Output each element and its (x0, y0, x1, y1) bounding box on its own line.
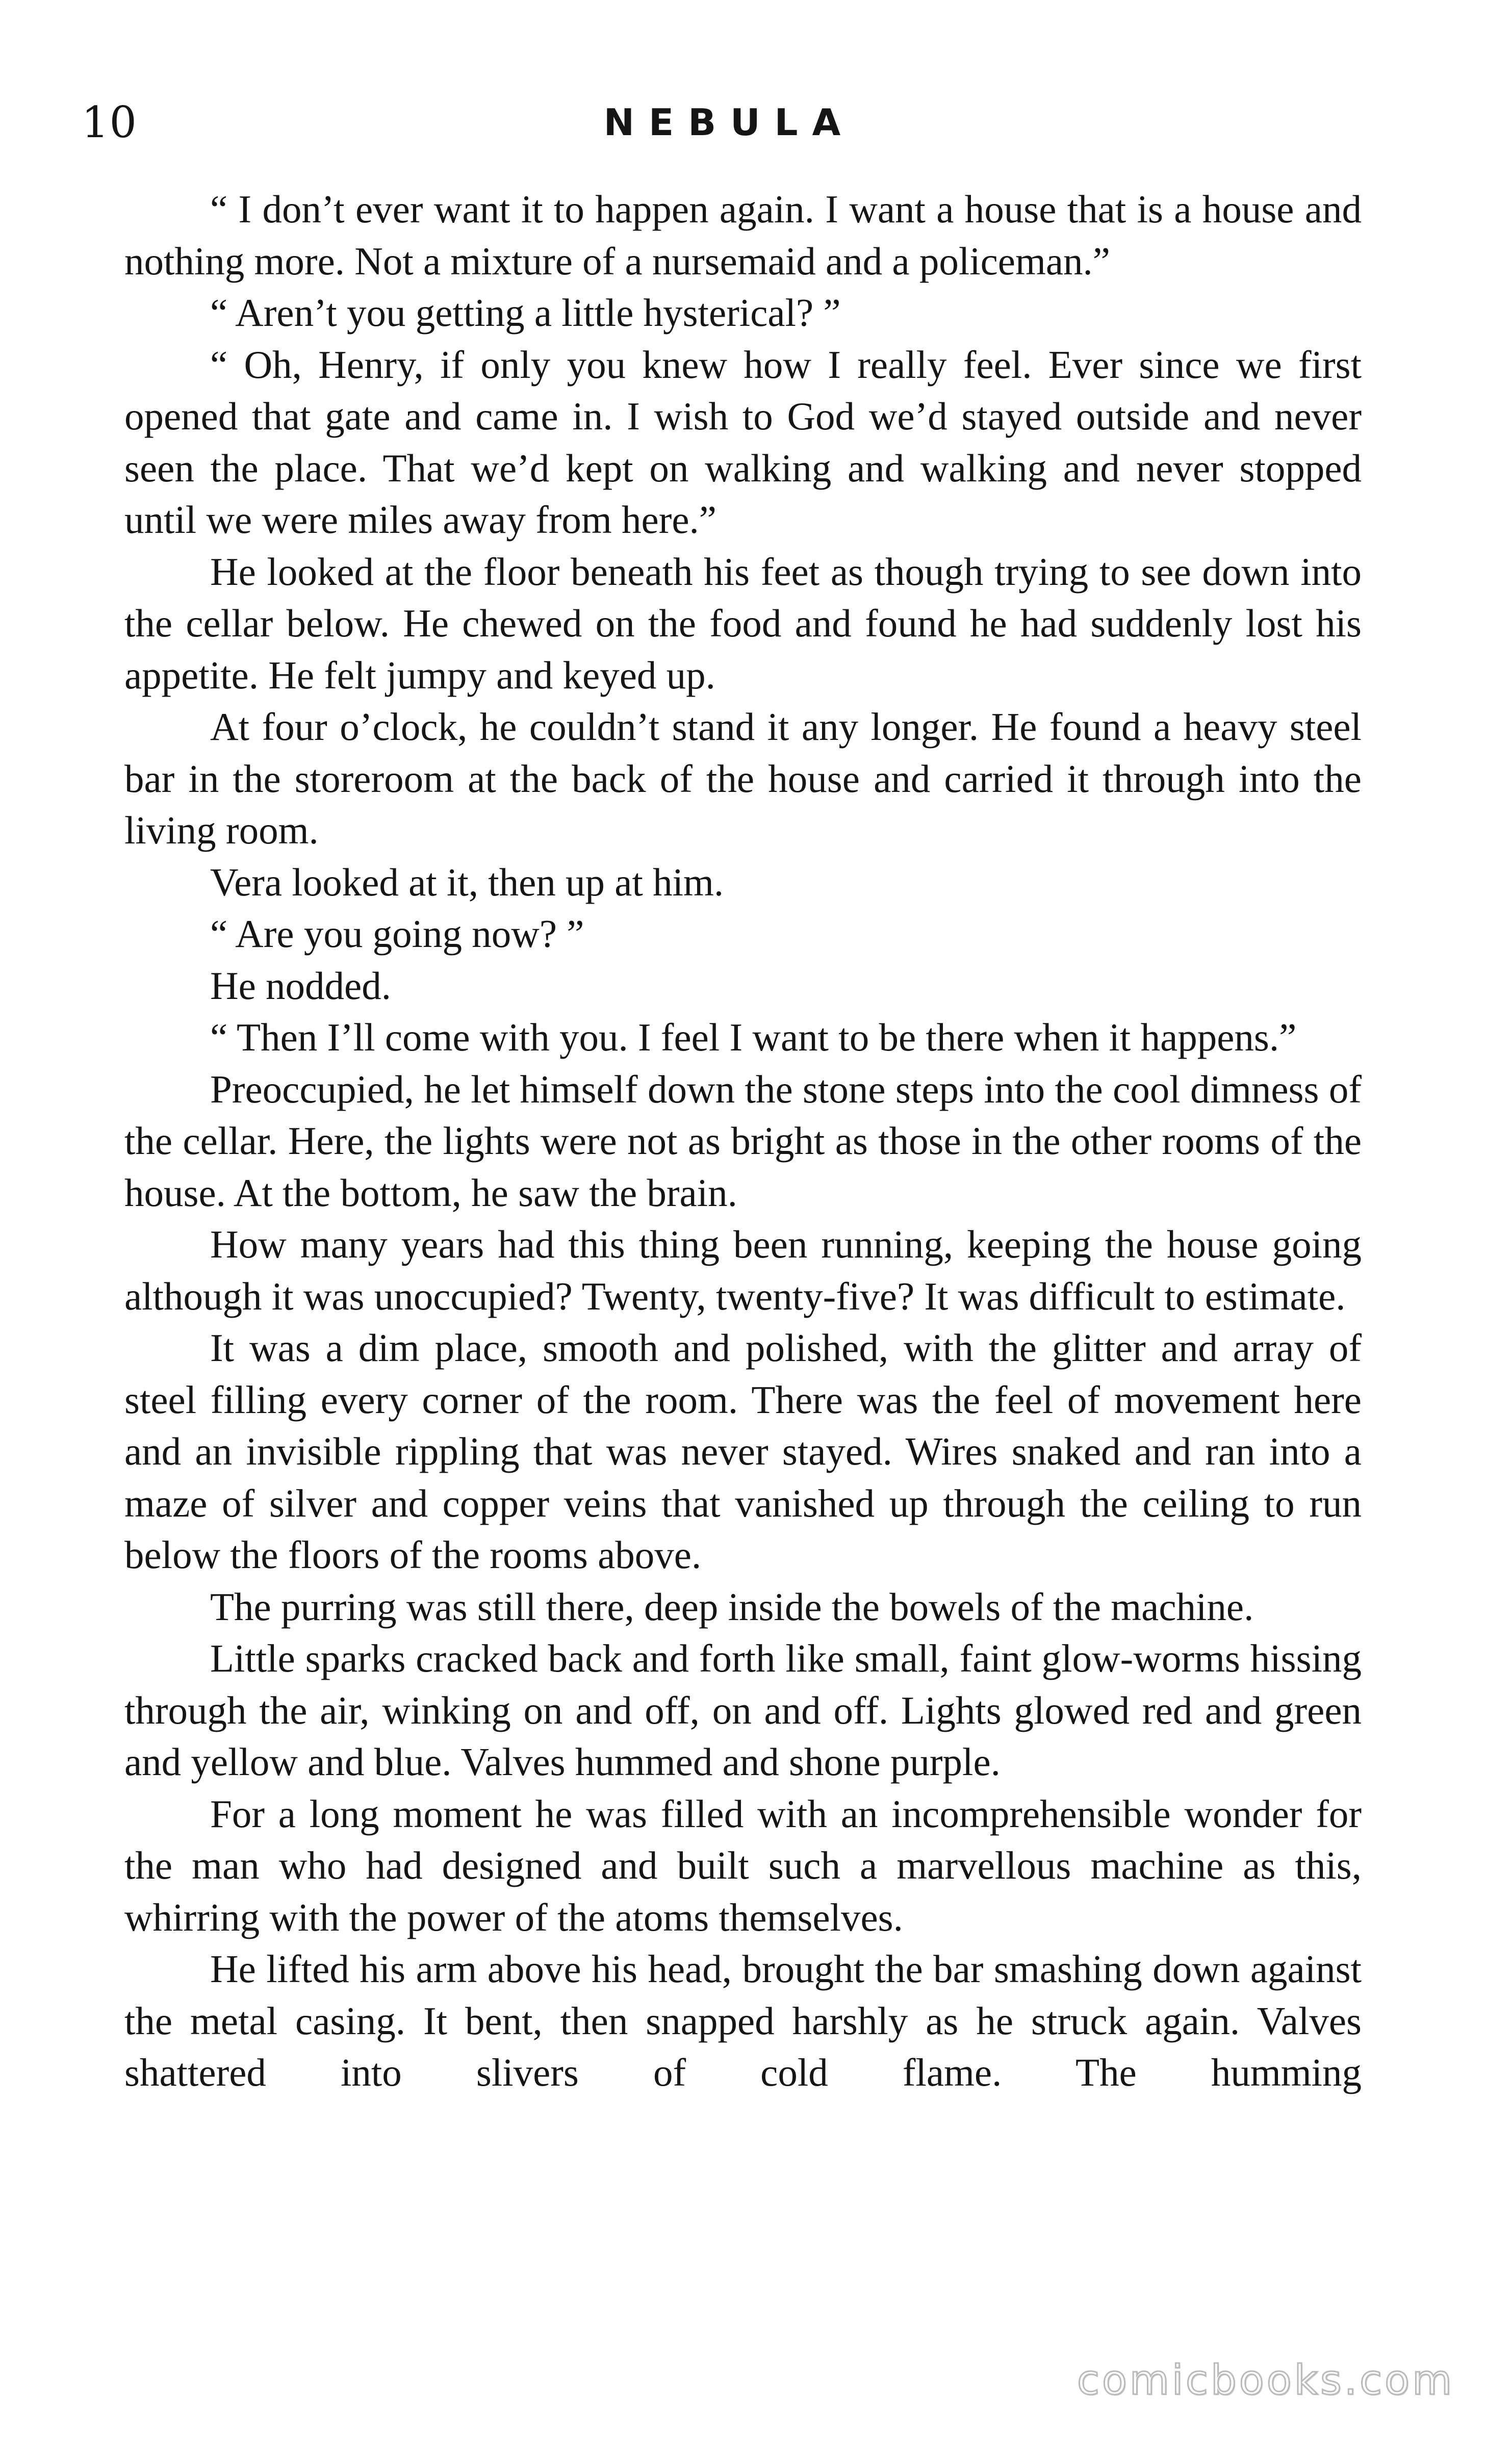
page-header (82, 94, 1377, 156)
paragraph: “ Oh, Henry, if only you knew how I really feel. Ever since we first opened that gate and came in. I wish to God we’d stayed outside and never seen the place. That we’d kept on walking and walking and never stopped until we were miles away from here.” (124, 342, 1362, 542)
watermark: comicbooks.com (1077, 2356, 1454, 2404)
paragraph: For a long moment he was filled with an incomprehensible wonder for the man who had designed and built such a marvellous machine as this, whirring with the power of the atoms themselves. (124, 1791, 1362, 1939)
paragraph: He nodded. (210, 963, 391, 1008)
paragraph: “ Aren’t you getting a little hysterical? ” (210, 291, 841, 335)
paragraph: Vera looked at it, then up at him. (210, 860, 724, 904)
paragraph: He looked at the floor beneath his feet as though trying to see down into the cellar below. He chewed on the food and found he had suddenly lost his appetite. He felt jumpy and keyed up. (124, 549, 1362, 697)
running-title: NEBULA (603, 101, 855, 144)
page-number: 10 (82, 97, 137, 147)
paragraph: “ Are you going now? ” (210, 912, 584, 956)
paragraph: He lifted his arm above his head, brought the bar smashing down against the metal casing. It bent, then snapped harshly as he struck again. Valves shattered into slivers of cold flame. The humming (124, 1947, 1362, 2094)
paragraph: The purring was still there, deep inside the bowels of the machine. (210, 1584, 1254, 1629)
paragraph: “ Then I’ll come with you. I feel I want to be there when it happens.” (210, 1015, 1297, 1059)
body-text (124, 184, 1362, 2099)
paragraph: It was a dim place, smooth and polished, with the glitter and array of steel filling every corner of the room. There was the feel of movement here and an invisible rippling that was never stayed. Wires snaked and ran into a maze of silver and copper veins that vanished up through the ceiling to run below the floors of the rooms above. (124, 1326, 1362, 1577)
paragraph: “ I don’t ever want it to happen again. I want a house that is a house and nothing more. Not a mixture of a nursemaid and a policeman.” (124, 187, 1362, 283)
paragraph: Little sparks cracked back and forth like small, faint glow-worms hissing through the air, winking on and off, on and off. Lights glowed red and green and yellow and blue. Valves hummed and shone purple. (124, 1636, 1362, 1784)
paragraph: How many years had this thing been running, keeping the house going although it was unoccupied? Twenty, twenty-five? It was difficult to estimate. (124, 1222, 1362, 1318)
paragraph: At four o’clock, he couldn’t stand it any longer. He found a heavy steel bar in the storeroom at the back of the house and carried it through into the living room. (124, 705, 1362, 852)
paragraph: Preoccupied, he let himself down the stone steps into the cool dimness of the cellar. Here, the lights were not as bright as those in the other rooms of the house. At the bottom, he saw the brain. (124, 1067, 1362, 1215)
